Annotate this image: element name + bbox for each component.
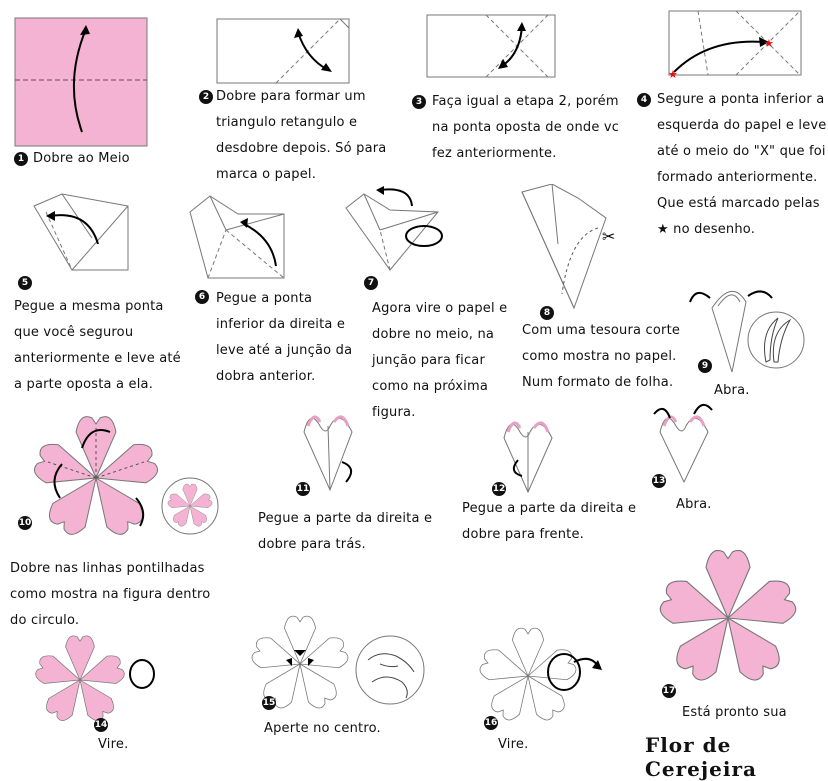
step-5-figure (32, 192, 132, 272)
step-8-number: 8 (540, 306, 554, 320)
step-4-text: Segure a ponta inferior a esquerda do papel e leve até o meio do "X" que foi formado anteriormente. Que está marcado pelas ★ no desenho. (657, 92, 827, 237)
step-9-number: 9 (698, 359, 712, 373)
step-8-text: Com uma tesoura corte como mostra no papel. Num formato de folha. (522, 323, 681, 390)
step-13-figure (650, 396, 720, 484)
step-10-figure (16, 406, 222, 554)
step-3-text: Faça igual a etapa 2, porém na ponta oposta de onde vc fez anteriormente. (432, 94, 620, 161)
step-11-number: 11 (296, 484, 310, 494)
step-15-number: 15 (262, 698, 276, 708)
step-13-text: Abra. (676, 497, 712, 512)
step-17-number: 17 (662, 686, 676, 696)
step-3-number: 3 (412, 95, 426, 109)
step-12-text: Pegue a parte da direita e dobre para frente. (462, 501, 637, 542)
step-9-text: Abra. (714, 383, 750, 398)
step-4-number: 4 (637, 93, 651, 107)
step-11-text: Pegue a parte da direita e dobre para trás. (258, 511, 433, 552)
step-2-text: Dobre para formar um triangulo retangulo e desdobre depois. Só para marca o papel. (216, 89, 387, 182)
step-10-number: 10 (18, 518, 32, 528)
step-1-figure (14, 17, 148, 147)
step-1-text: Dobre ao Meio (33, 151, 130, 166)
step-2-figure (216, 18, 350, 86)
step-14-figure (30, 632, 160, 730)
step-14-text: Vire. (98, 737, 129, 752)
step-14-number: 14 (94, 720, 108, 730)
step-15-text: Aperte no centro. (264, 721, 381, 736)
step-5-number: 5 (18, 276, 32, 290)
step-2-number: 2 (199, 90, 213, 104)
svg-text:★: ★ (764, 37, 774, 50)
step-13-number: 13 (652, 476, 666, 486)
step-16-text: Vire. (498, 737, 529, 752)
svg-text:★: ★ (668, 68, 678, 78)
step-8-figure (518, 184, 624, 310)
scissors-icon: ✂ (602, 227, 616, 246)
step-16-number: 16 (484, 718, 498, 728)
step-11-figure (296, 402, 366, 494)
step-10-text: Dobre nas linhas pontilhadas como mostra na figura dentro do circulo. (10, 561, 211, 628)
step-6-figure (188, 194, 288, 280)
step-12-figure (498, 408, 562, 494)
step-12-number: 12 (492, 484, 506, 494)
step-15-figure (250, 612, 440, 716)
step-16-figure (478, 626, 608, 726)
step-1-number: 1 (14, 152, 28, 166)
step-7-figure (340, 186, 446, 276)
step-17-figure (644, 540, 814, 690)
step-7-number: 7 (364, 276, 378, 290)
final-title: Flor de Cerejeira (645, 733, 757, 781)
step-7-text: Agora vire o papel e dobre no meio, na junção para ficar como na próxima figura. (372, 301, 508, 420)
step-5-text: Pegue a mesma ponta que você segurou anteriormente e leve até a parte oposta a ela. (14, 299, 181, 392)
step-6-number: 6 (195, 290, 209, 304)
step-6-text: Pegue a ponta inferior da direita e leve até a junção da dobra anterior. (216, 291, 353, 384)
step-4-figure (668, 10, 802, 78)
step-3-figure (426, 14, 556, 80)
step-17-text: Está pronto sua (682, 705, 787, 720)
